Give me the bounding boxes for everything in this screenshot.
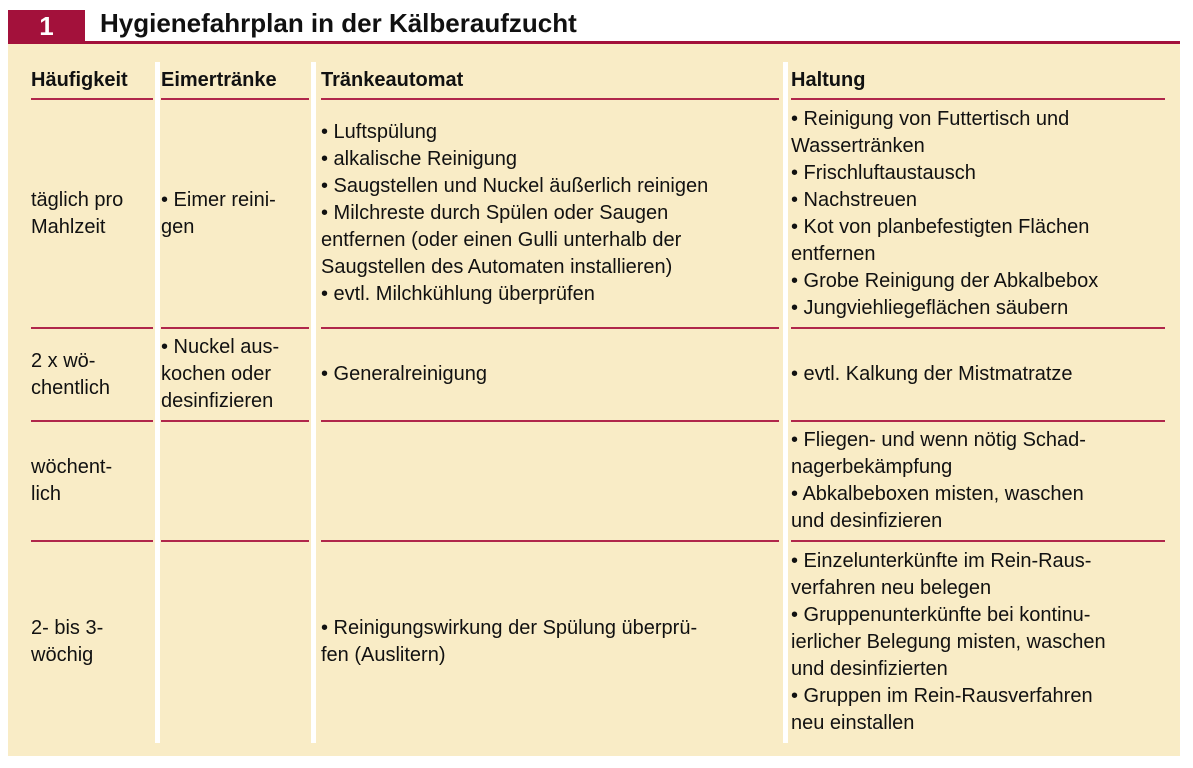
table-number-badge: 1: [8, 10, 85, 41]
cell-text-line: • Fliegen- und wenn nötig Schad-: [791, 429, 1086, 451]
cell-text-line: • Gruppen im Rein-Rausverfahren: [791, 684, 1093, 707]
table-cell-frequency: [31, 542, 153, 742]
cell-text-line: • evtl. Kalkung der Mistmatratze: [791, 363, 1073, 385]
cell-text-line: desinfizieren: [161, 390, 274, 412]
table-cell-bucket-feeding: [161, 422, 309, 540]
column-divider: [783, 62, 788, 743]
page-title: Hygienefahrplan in der Kälberaufzucht: [100, 8, 577, 38]
cell-text-line: • Frischluftaustausch: [791, 161, 976, 184]
table-cell-bucket-feeding: [161, 100, 309, 327]
cell-text-line: • Reinigungswirkung der Spülung überprü-: [321, 617, 698, 639]
cell-text-line: • Nachstreuen: [791, 188, 917, 211]
cell-text-line: • Generalreinigung: [321, 363, 487, 385]
cell-text-line: • Grobe Reinigung der Abkalbebox: [791, 269, 1099, 292]
column-header-frequency: Häufigkeit: [31, 69, 128, 91]
cell-text-line: gen: [161, 215, 195, 238]
table-cell-feeding-automat: [321, 542, 779, 742]
cell-text-line: lich: [31, 483, 62, 505]
cell-text-line: nagerbekämpfung: [791, 456, 953, 478]
cell-text-line: 2- bis 3-: [31, 617, 104, 639]
table-cell-bucket-feeding: [161, 542, 309, 742]
cell-text-line: Wassertränken: [791, 134, 925, 157]
cell-text-line: und desinfizierten: [791, 657, 948, 680]
cell-text-line: • Kot von planbefestigten Flächen: [791, 215, 1090, 238]
cell-text-line: wöchig: [31, 644, 94, 666]
cell-text-line: und desinfizieren: [791, 510, 943, 532]
column-header-housing: Haltung: [791, 69, 866, 91]
column-divider: [311, 62, 316, 743]
table-cell-housing: [791, 100, 1165, 327]
column-divider: [155, 62, 160, 743]
cell-text-line: • Einzelunterkünfte im Rein-Raus-: [791, 549, 1092, 572]
cell-text-line: ierlicher Belegung misten, waschen: [791, 630, 1106, 653]
cell-text-line: • Abkalbeboxen misten, waschen: [791, 483, 1084, 505]
cell-text-line: • alkalische Reinigung: [321, 148, 518, 170]
cell-text-line: entfernen (oder einen Gulli unterhalb der: [321, 229, 682, 251]
cell-text-line: • Milchreste durch Spülen oder Saugen: [321, 202, 669, 224]
table-cell-feeding-automat: [321, 422, 779, 540]
cell-text-line: kochen oder: [161, 363, 272, 385]
column-header-bucket-feeding: Eimertränke: [161, 69, 277, 91]
cell-text-line: • Eimer reini-: [161, 188, 276, 211]
cell-text-line: Mahlzeit: [31, 215, 106, 238]
column-header-feeding-automat: Tränkeautomat: [321, 69, 464, 91]
cell-text-line: neu einstallen: [791, 711, 915, 734]
table-cell-frequency: [31, 329, 153, 420]
table-cell-frequency: [31, 422, 153, 540]
cell-text-line: entfernen: [791, 242, 876, 265]
cell-text-line: • Jungviehliegeflächen säubern: [791, 296, 1069, 319]
cell-text-line: chentlich: [31, 376, 110, 399]
cell-text-line: 2 x wö-: [31, 349, 96, 372]
table-cell-feeding-automat: [321, 100, 779, 327]
table-cell-housing: [791, 329, 1165, 420]
cell-text-line: wöchent-: [31, 456, 113, 478]
table-cell-feeding-automat: [321, 329, 779, 420]
cell-text-line: • Saugstellen und Nuckel äußerlich reinigen: [321, 175, 709, 197]
table-cell-housing: [791, 542, 1165, 742]
cell-text-line: • Nuckel aus-: [161, 336, 280, 358]
table-cell-housing: [791, 422, 1165, 540]
cell-text-line: • Reinigung von Futtertisch und: [791, 107, 1070, 130]
table-cell-frequency: [31, 100, 153, 327]
cell-text-line: fen (Auslitern): [321, 644, 446, 666]
cell-text-line: verfahren neu belegen: [791, 576, 992, 599]
cell-text-line: Saugstellen des Automaten installieren): [321, 256, 673, 278]
cell-text-line: täglich pro: [31, 188, 124, 211]
cell-text-line: • Gruppenunterkünfte bei kontinu-: [791, 603, 1091, 626]
cell-text-line: • evtl. Milchkühlung überprüfen: [321, 283, 595, 305]
cell-text-line: • Luftspülung: [321, 121, 437, 143]
table-cell-bucket-feeding: [161, 329, 309, 420]
